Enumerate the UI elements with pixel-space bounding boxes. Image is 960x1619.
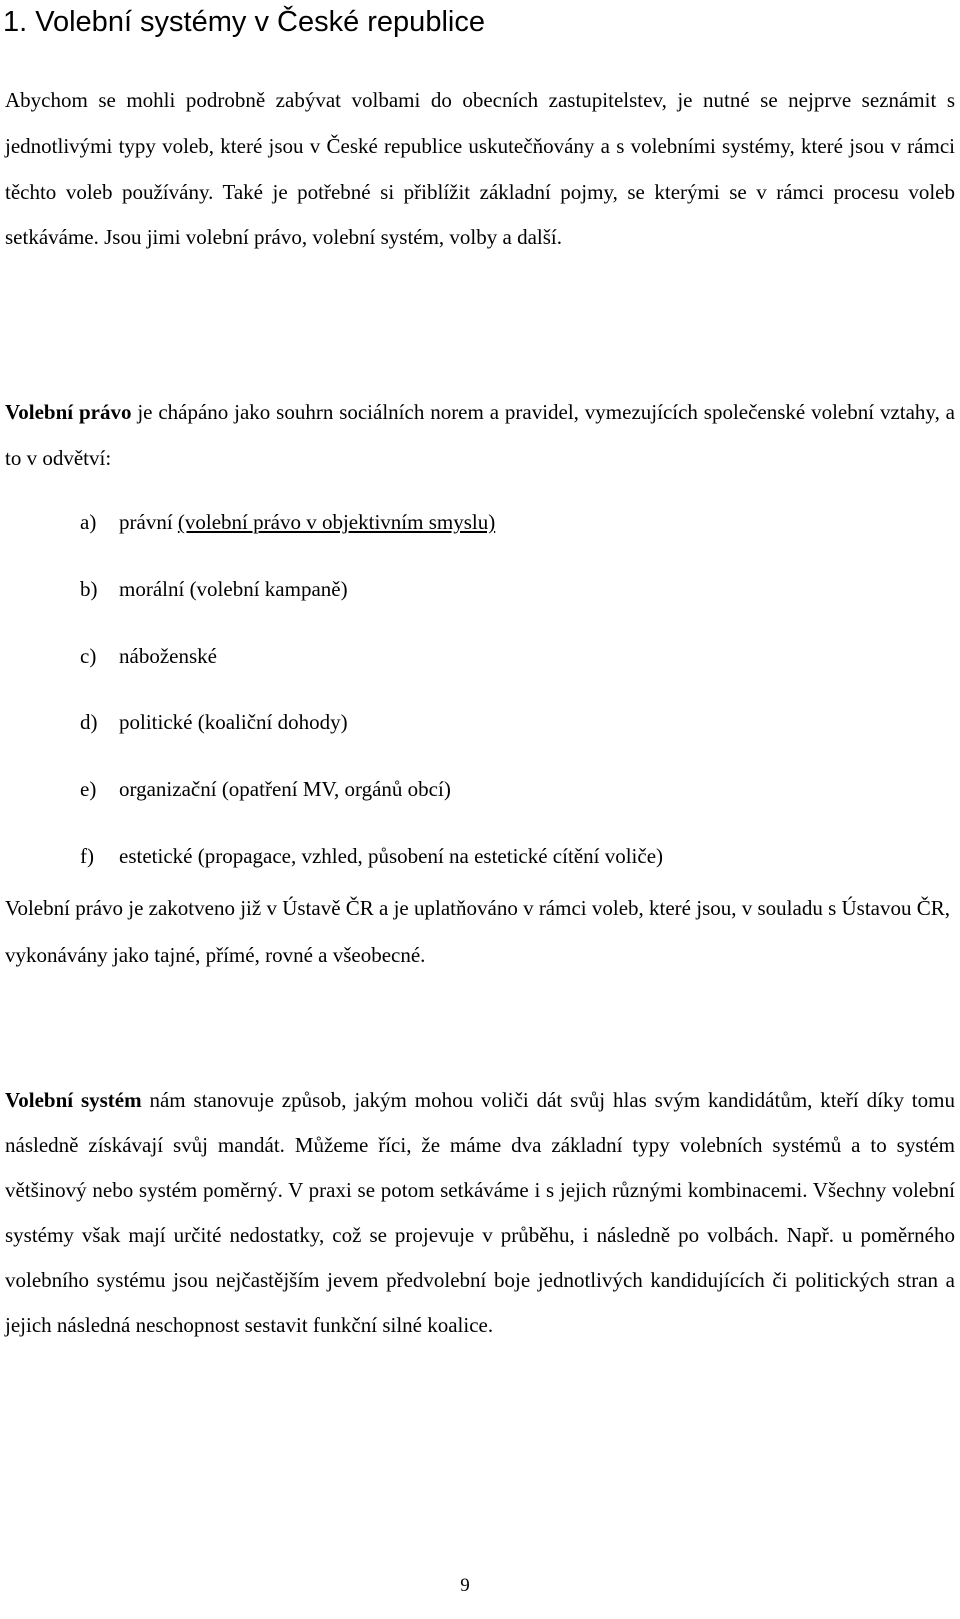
chapter-heading: 1. Volební systémy v České republice [3,6,485,38]
list-item [80,767,663,834]
list-item-label: morální (volební kampaně) [119,576,348,601]
electoral-system-paragraph [5,1078,955,1349]
electoral-system-term: Volební systém [5,1088,142,1112]
voting-right-term: Volební právo [5,400,132,424]
list-marker: f) [80,843,94,868]
list-marker: c) [80,643,97,668]
list-marker: e) [80,777,97,802]
voting-right-paragraph [5,390,955,482]
list-item [80,500,663,567]
list-item-label: politické (koaliční dohody) [119,710,348,735]
voting-right-text: je chápáno jako souhrn sociálních norem a pravidel, vymezujících společenské volební vztahy, a to v odvětví: [5,400,955,470]
norm-list [80,500,663,901]
list-item-underlined-note: (volební právo v objektivním smyslu) [177,510,496,534]
list-marker: b) [80,576,98,601]
intro-paragraph: Abychom se mohli podrobně zabývat volbami do obecních zastupitelstev, je nutné se nejprve seznámit s jednotlivými typy voleb, které jsou v České republice uskutečňovány a s volebními systémy, které jsou v rámci těchto voleb používány. Také je potřebné si přiblížit základní pojmy, se kterými se v rámci procesu voleb setkáváme. Jsou jimi volební právo, volební systém, volby a další. [5,88,955,250]
list-item [80,567,663,634]
list-item-label: organizační (opatření MV, orgánů obcí) [119,777,451,802]
list-item-label: estetické (propagace, vzhled, působení na estetické cítění voliče) [119,843,664,868]
page-number: 9 [460,1575,470,1596]
list-item-label: právní [119,510,178,534]
list-marker: a) [80,510,97,534]
list-item [80,700,663,767]
constitution-paragraph: Volební právo je zakotveno již v Ústavě ČR a je uplatňováno v rámci voleb, které jsou, v souladu s Ústavou ČR, vykonávány jako tajné, přímé, rovné a všeobecné. [5,896,951,967]
list-marker: d) [80,710,98,735]
list-item-label: náboženské [119,643,217,668]
list-item [80,634,663,701]
electoral-system-text: nám stanovuje způsob, jakým mohou voliči dát svůj hlas svým kandidátům, kteří díky tomu následně získávají svůj mandát. Můžeme říci, že máme dva základní typy volebních systémů a to systém většinový nebo systém poměrný. V praxi se potom setkáváme i s jejich různými kombinacemi. Všechny volební systémy však mají určité nedostatky, což se projevuje v průběhu, i následně po volbách. Např. u poměrného volebního systému jsou nejčastějším jevem předvolební boje jednotlivých kandidujících či politických stran a jejich následná neschopnost sestavit funkční silné koalice. [5,1088,955,1338]
